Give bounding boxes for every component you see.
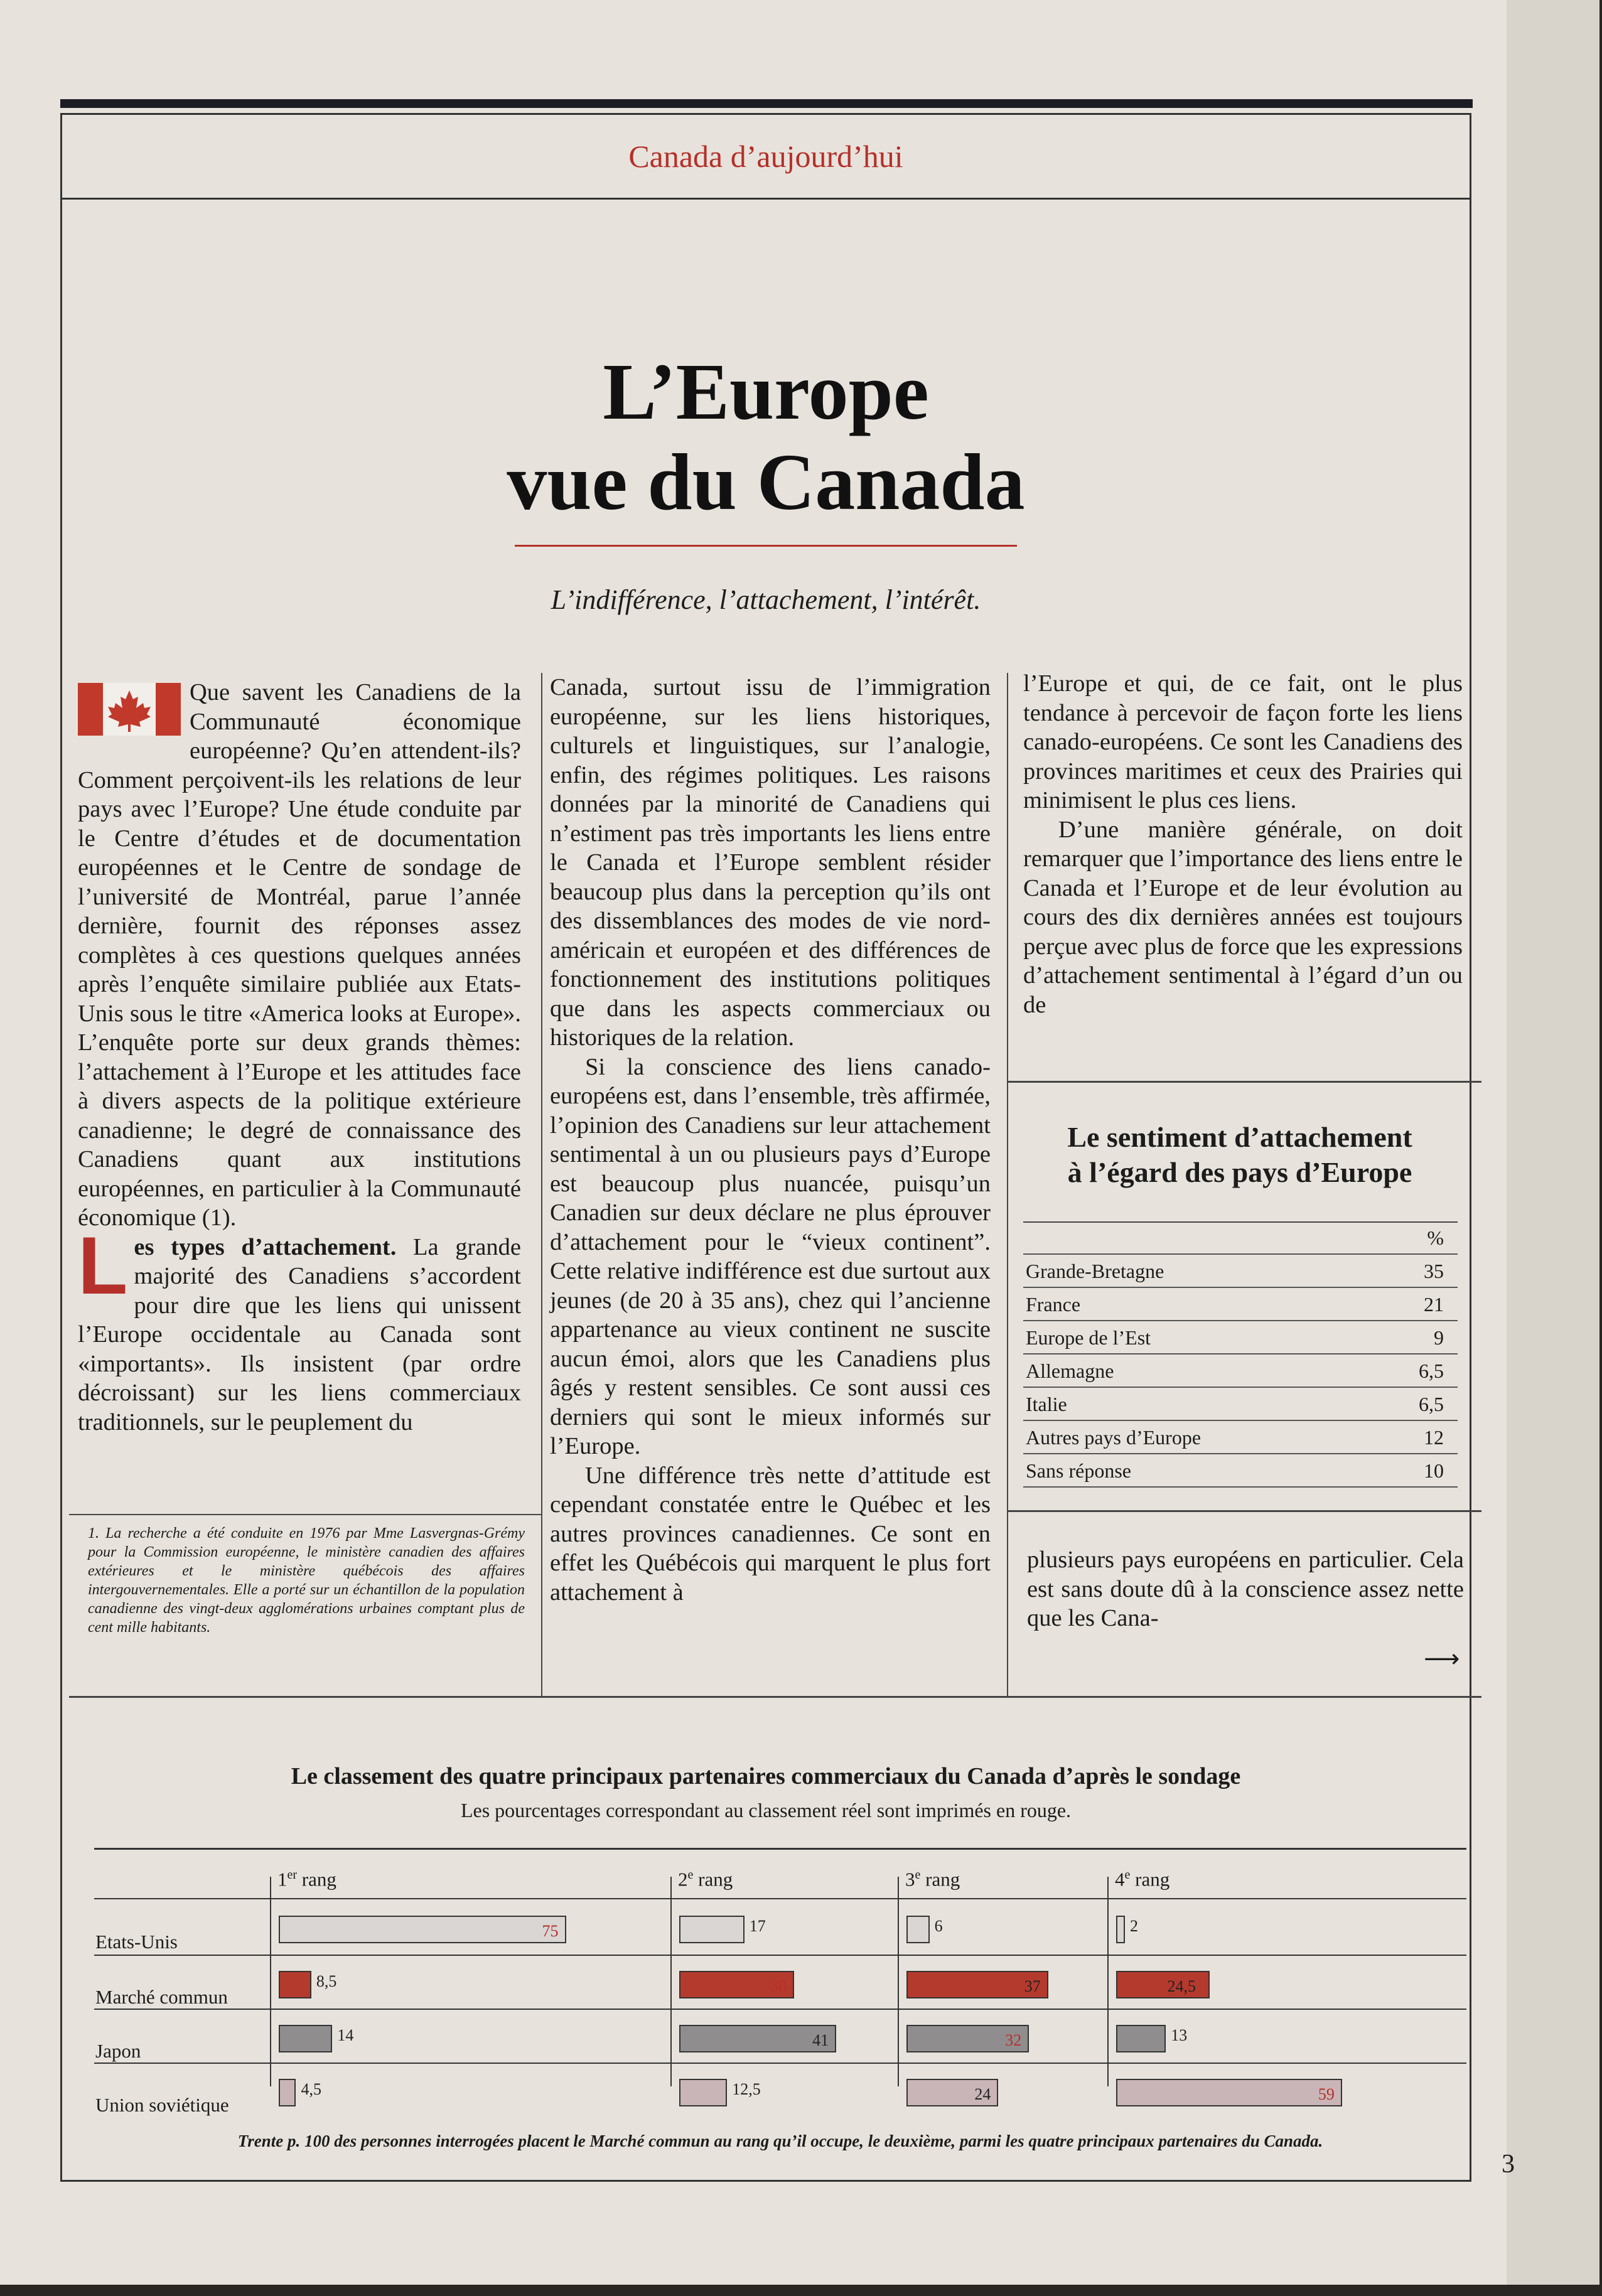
box-top-rule bbox=[1007, 1081, 1481, 1083]
column3-paragraph2: D’une manière générale, on doit remarquer que l’importance des liens entre le Canada et l’Europe et de leur évolution au cours des dix dernières années est toujours perçue avec plus de force que les expressions d’attachement sentimental à l’égard d’un ou de bbox=[1023, 816, 1463, 1018]
chart-bar bbox=[279, 1916, 566, 1943]
europe-table-row bbox=[1023, 1388, 1458, 1421]
chart-bar bbox=[279, 2079, 296, 2106]
partner-label: Etats-Unis bbox=[95, 1931, 178, 1953]
rank-header: 2e rang bbox=[678, 1868, 733, 1891]
attachment-percent: 21 bbox=[1424, 1293, 1444, 1316]
attachment-percent: 10 bbox=[1424, 1459, 1444, 1482]
chart-grid-line bbox=[94, 1898, 1466, 1899]
chart-grid-line bbox=[94, 1955, 1466, 1956]
partner-label: Marché commun bbox=[95, 1986, 228, 2008]
chart-bar bbox=[679, 1916, 745, 1943]
chart-bar bbox=[279, 1971, 311, 1998]
chart-column-divider bbox=[670, 1877, 672, 2086]
rank-header: 4e rang bbox=[1115, 1868, 1170, 1891]
drop-cap: L bbox=[78, 1219, 128, 1311]
europe-table-row bbox=[1023, 1421, 1458, 1454]
chart-bar bbox=[679, 2079, 727, 2106]
article-title-line1: L’Europe bbox=[603, 347, 929, 436]
footnote-rule bbox=[69, 1514, 541, 1515]
chart-subtitle: Les pourcentages correspondant au classement réel sont imprimés en rouge. bbox=[460, 1799, 1072, 1821]
chart-bar bbox=[1116, 2079, 1342, 2106]
bar-value-label: 37 bbox=[1024, 1977, 1041, 1995]
europe-table-title bbox=[1011, 1120, 1469, 1190]
bottom-edge bbox=[0, 2285, 1602, 2296]
chart-bar bbox=[1116, 2025, 1166, 2052]
bar-value-label: 2 bbox=[1130, 1917, 1138, 1935]
country-label: Grande-Bretagne bbox=[1026, 1260, 1164, 1282]
continue-arrow-icon: ⟶ bbox=[1424, 1644, 1460, 1673]
top-rule bbox=[60, 99, 1473, 108]
bar-value-label: 59 bbox=[1318, 2085, 1335, 2103]
column2-paragraph2: Si la conscience des liens canado-européens est, dans l’ensemble, très affirmée, l’opinion des Canadiens sur leur attachement sentimental à un ou plusieurs pays d’Europe est beaucoup plus nuancée, puisqu’un Canadien sur deux déclare ne plus éprouver d’attachement pour le “vieux continent”. Cette relative indifférence est due surtout aux jeunes (de 20 à 35 ans), chez qui l’ancienne appartenance au vieux continent ne suscite aucun émoi, alors que les Canadiens plus âgés y restent sensibles. Ce sont aussi ces derniers qui sont le mieux informés sur l’Europe. bbox=[550, 1053, 991, 1459]
chart-title: Le classement des quatre principaux partenaires commerciaux du Canada d’après le sondage bbox=[291, 1763, 1241, 1789]
bar-value-label: 12,5 bbox=[732, 2080, 761, 2098]
header-band bbox=[60, 113, 1471, 200]
europe-table-title-line2: à l’égard des pays d’Europe bbox=[1067, 1156, 1412, 1188]
column-divider-1 bbox=[541, 673, 542, 1697]
chart-column-divider bbox=[1107, 1877, 1109, 2086]
column3-paragraph3: plusieurs pays européens en particulier. Cela est sans doute dû à la conscience assez nette que les Cana- bbox=[1027, 1547, 1464, 1631]
chart-note: Trente p. 100 des personnes interrogées placent le Marché commun au rang qu’il occupe, le deuxième, parmi les quatre principaux partenaires du Canada. bbox=[237, 2132, 1323, 2150]
chart-bar bbox=[1116, 1916, 1125, 1943]
chart-grid-line bbox=[94, 2063, 1466, 2064]
bar-value-label: 6 bbox=[934, 1917, 943, 1935]
rank-header: 3e rang bbox=[905, 1868, 960, 1891]
partner-label: Japon bbox=[95, 2040, 141, 2062]
europe-table-title-line1: Le sentiment d’attachement bbox=[1067, 1121, 1412, 1153]
chart-column-divider bbox=[270, 1877, 271, 2086]
section-heading: es types d’attachement. bbox=[134, 1233, 397, 1260]
country-label: Europe de l’Est bbox=[1026, 1326, 1151, 1349]
article-column-1 bbox=[78, 678, 521, 1437]
page-number: 3 bbox=[1502, 2150, 1515, 2179]
article-column-2 bbox=[550, 673, 991, 1607]
bar-value-label: 41 bbox=[812, 2031, 829, 2049]
column-divider-2 bbox=[1007, 673, 1008, 1697]
bar-value-label: 32 bbox=[1005, 2031, 1022, 2049]
europe-table-row bbox=[1023, 1454, 1458, 1488]
article-column-3-bottom bbox=[1027, 1545, 1464, 1633]
chart-bar bbox=[1116, 1971, 1210, 1998]
attachment-percent: 9 bbox=[1434, 1326, 1444, 1349]
country-label: Italie bbox=[1026, 1393, 1067, 1415]
europe-table-header bbox=[1023, 1221, 1458, 1255]
europe-table-row bbox=[1023, 1255, 1458, 1288]
title-rule bbox=[515, 545, 1017, 547]
bar-value-label: 24 bbox=[974, 2085, 991, 2103]
chart-column-divider bbox=[898, 1877, 899, 2086]
rank-header: 1er rang bbox=[277, 1868, 336, 1891]
bar-value-label: 17 bbox=[749, 1917, 766, 1935]
country-label: Sans réponse bbox=[1026, 1459, 1131, 1482]
bar-value-label: 30 bbox=[770, 1977, 787, 1995]
attachment-percent: 12 bbox=[1424, 1426, 1444, 1449]
article-title-line2: vue du Canada bbox=[507, 437, 1025, 527]
chart-grid-line bbox=[94, 2009, 1466, 2010]
country-label: Autres pays d’Europe bbox=[1026, 1426, 1202, 1449]
europe-table-row bbox=[1023, 1355, 1458, 1388]
percent-unit: % bbox=[1427, 1226, 1444, 1249]
chart-top-rule bbox=[69, 1696, 1481, 1698]
bar-value-label: 4,5 bbox=[301, 2080, 321, 2098]
bar-value-label: 14 bbox=[337, 2026, 354, 2044]
column2-paragraph1: Canada, surtout issu de l’immigration européenne, sur les liens historiques, culturels et linguistiques, sur l’analogie, enfin, des régimes politiques. Les raisons données par la minorité de Canadiens qui n’estiment pas très importants les liens entre le Canada et l’Europe semblent résider beaucoup plus dans la perception qu’ils ont des dissemblances des modes de vie nord-américain et européen et des différences de fonctionnement des institutions politiques que dans les aspects commerciaux ou historiques de la relation. bbox=[550, 674, 991, 1051]
chart-grid-line bbox=[94, 1848, 1466, 1850]
europe-table bbox=[1023, 1221, 1458, 1488]
bar-value-label: 24,5 bbox=[1167, 1977, 1196, 1995]
bar-value-label: 8,5 bbox=[316, 1972, 337, 1990]
chart-bar bbox=[906, 1916, 930, 1943]
attachment-percent: 6,5 bbox=[1419, 1393, 1444, 1415]
attachment-percent: 6,5 bbox=[1419, 1360, 1444, 1382]
article-column-3-top bbox=[1023, 669, 1463, 1019]
column1-paragraph1: Que savent les Canadiens de la Communauté économique européenne? Qu’en attendent-ils? Comment perçoivent-ils les relations de leur pays avec l’Europe? Une étude conduite par le Centre d’études et de documentation européennes et le Centre de sondage de l’université de Montréal, parue l’année dernière, fournit des réponses assez complètes à ces questions quelques années après l’enquête similaire publiée aux Etats-Unis sous le titre «America looks at Europe». L’enquête porte sur deux grands thèmes: l’attachement à l’Europe et les attitudes face à divers aspects de la politique extérieure canadienne; le degré de connaissance des Canadiens quant aux institutions européennes, en particulier à la Communauté économique (1). bbox=[78, 679, 521, 1231]
magazine-title: Canada d’aujourd’hui bbox=[628, 139, 903, 174]
column2-paragraph3: Une différence très nette d’attitude est cependant constatée entre le Québec et les autres provinces canadiennes. Ce sont en effet les Québécois qui marquent le plus fort attachement à bbox=[550, 1462, 991, 1606]
article-subtitle: L’indifférence, l’attachement, l’intérêt. bbox=[551, 584, 981, 615]
box-bottom-rule bbox=[1007, 1510, 1481, 1512]
bar-value-label: 75 bbox=[542, 1922, 559, 1940]
partner-label: Union soviétique bbox=[95, 2094, 229, 2116]
chart-bar bbox=[279, 2025, 332, 2052]
page-margin bbox=[1507, 0, 1602, 2296]
column1-paragraph2: La grande majorité des Canadiens s’accordent pour dire que les liens qui unissent l’Europe occidentale au Canada sont «importants». Ils insistent (par ordre décroissant) sur les liens commerciaux traditionnels, sur le peuplement du bbox=[78, 1233, 522, 1435]
attachment-percent: 35 bbox=[1424, 1260, 1444, 1282]
column3-paragraph1: l’Europe et qui, de ce fait, ont le plus tendance à percevoir de façon forte les liens canado-européens. Ce sont les Canadiens des provinces maritimes et ceux des Prairies qui minimisent le plus ces liens. bbox=[1023, 670, 1463, 813]
country-label: France bbox=[1026, 1293, 1081, 1316]
europe-table-row bbox=[1023, 1321, 1458, 1355]
europe-table-row bbox=[1023, 1288, 1458, 1321]
country-label: Allemagne bbox=[1026, 1360, 1114, 1382]
bar-value-label: 13 bbox=[1171, 2026, 1188, 2044]
trade-partners-chart bbox=[94, 1848, 1466, 2124]
footnote: 1. La recherche a été conduite en 1976 par Mme Lasvergnas-Grémy pour la Commission européenne, le ministère canadien des affaires extérieures et le ministère québécois des affaires intergouvernementales. Elle a porté sur un échantillon de la population canadienne des vingt-deux agglomérations urbaines comptant plus de cent mille habitants. bbox=[88, 1525, 525, 1636]
